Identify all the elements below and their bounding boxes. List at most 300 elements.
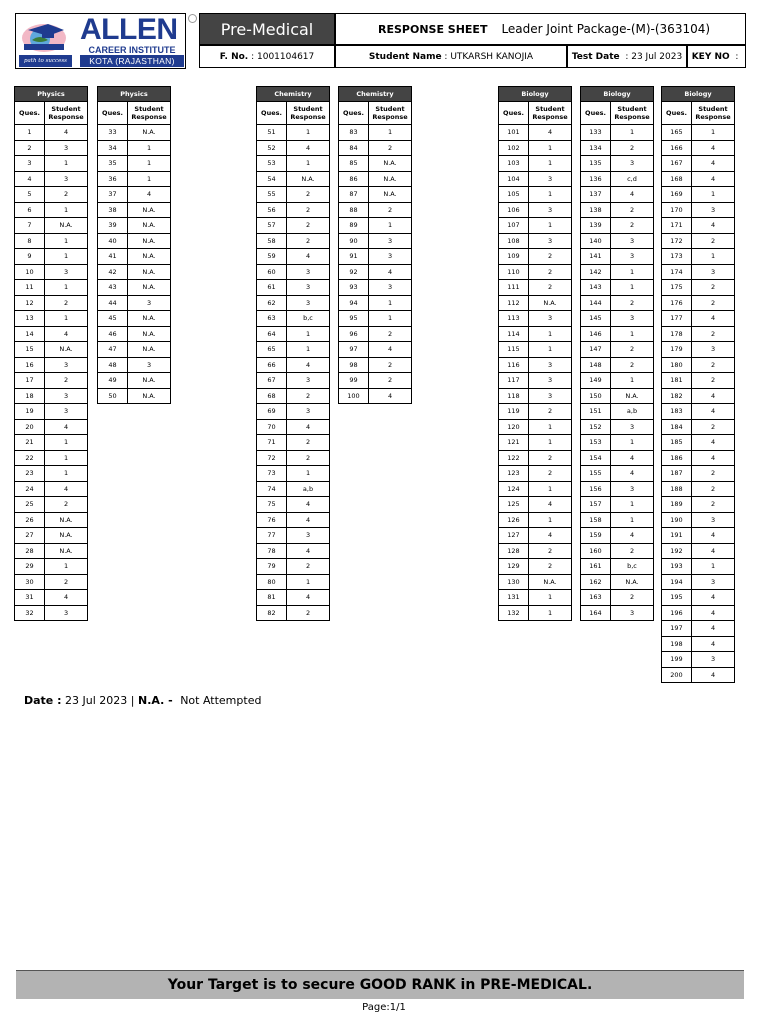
table-row bbox=[499, 326, 572, 342]
question-number: 46 bbox=[98, 326, 128, 342]
question-number: 7 bbox=[15, 218, 45, 234]
student-response: 1 bbox=[529, 435, 572, 451]
table-row bbox=[15, 466, 88, 482]
question-number: 126 bbox=[499, 512, 529, 528]
student-response: N.A. bbox=[287, 171, 330, 187]
response-table-biology-133 bbox=[580, 86, 654, 621]
question-number: 187 bbox=[662, 466, 692, 482]
subject-header: Chemistry bbox=[339, 87, 412, 102]
table-row bbox=[98, 388, 171, 404]
question-number: 137 bbox=[581, 187, 611, 203]
table-row bbox=[339, 249, 412, 265]
legend bbox=[24, 694, 261, 707]
student-response: 4 bbox=[45, 481, 88, 497]
table-row bbox=[662, 187, 735, 203]
table-row bbox=[257, 311, 330, 327]
question-number: 144 bbox=[581, 295, 611, 311]
question-number: 183 bbox=[662, 404, 692, 420]
table-row bbox=[662, 528, 735, 544]
question-number: 48 bbox=[98, 357, 128, 373]
student-response: 2 bbox=[692, 466, 735, 482]
response-column-header: Student Response bbox=[287, 102, 330, 125]
student-response: N.A. bbox=[45, 512, 88, 528]
question-number: 24 bbox=[15, 481, 45, 497]
student-response: 2 bbox=[45, 373, 88, 389]
table-row bbox=[499, 202, 572, 218]
table-row bbox=[662, 280, 735, 296]
ques-column-header: Ques. bbox=[98, 102, 128, 125]
table-row bbox=[339, 156, 412, 172]
question-number: 130 bbox=[499, 574, 529, 590]
table-row bbox=[662, 264, 735, 280]
allen-logo bbox=[15, 13, 186, 69]
question-number: 146 bbox=[581, 326, 611, 342]
question-number: 174 bbox=[662, 264, 692, 280]
student-response: 4 bbox=[287, 543, 330, 559]
question-number: 115 bbox=[499, 342, 529, 358]
table-row bbox=[662, 419, 735, 435]
student-response: 4 bbox=[369, 342, 412, 358]
table-row bbox=[15, 357, 88, 373]
table-row bbox=[15, 435, 88, 451]
question-number: 118 bbox=[499, 388, 529, 404]
table-row bbox=[581, 373, 654, 389]
question-number: 66 bbox=[257, 357, 287, 373]
student-response: 4 bbox=[611, 450, 654, 466]
question-number: 63 bbox=[257, 311, 287, 327]
student-response: 1 bbox=[529, 419, 572, 435]
student-response: 2 bbox=[611, 590, 654, 606]
table-row bbox=[339, 171, 412, 187]
table-row bbox=[339, 295, 412, 311]
student-response: 3 bbox=[369, 280, 412, 296]
table-row bbox=[257, 156, 330, 172]
table-row bbox=[581, 326, 654, 342]
student-response: 1 bbox=[369, 125, 412, 141]
table-row bbox=[257, 559, 330, 575]
student-response: 3 bbox=[529, 373, 572, 389]
table-row bbox=[257, 326, 330, 342]
question-number: 27 bbox=[15, 528, 45, 544]
student-response: 2 bbox=[287, 450, 330, 466]
table-row bbox=[339, 202, 412, 218]
table-row bbox=[15, 280, 88, 296]
table-row bbox=[662, 295, 735, 311]
question-number: 113 bbox=[499, 311, 529, 327]
student-response: 2 bbox=[287, 559, 330, 575]
table-row bbox=[339, 264, 412, 280]
table-row bbox=[499, 512, 572, 528]
question-number: 106 bbox=[499, 202, 529, 218]
table-row bbox=[662, 621, 735, 637]
question-number: 73 bbox=[257, 466, 287, 482]
target-banner: Your Target is to secure GOOD RANK in PRE-MEDICAL. bbox=[16, 970, 744, 999]
response-column-header: Student Response bbox=[529, 102, 572, 125]
question-number: 103 bbox=[499, 156, 529, 172]
student-response: 4 bbox=[287, 419, 330, 435]
table-row bbox=[581, 295, 654, 311]
question-number: 134 bbox=[581, 140, 611, 156]
student-response: 2 bbox=[529, 249, 572, 265]
student-response: N.A. bbox=[45, 543, 88, 559]
student-response: 1 bbox=[45, 559, 88, 575]
package-name: Leader Joint Package-(M)-(363104) bbox=[501, 22, 711, 36]
table-row bbox=[662, 156, 735, 172]
graduation-cap-emblem-icon bbox=[20, 18, 68, 54]
table-row bbox=[499, 280, 572, 296]
question-number: 17 bbox=[15, 373, 45, 389]
table-row bbox=[581, 605, 654, 621]
question-number: 56 bbox=[257, 202, 287, 218]
question-number: 80 bbox=[257, 574, 287, 590]
student-response: 2 bbox=[611, 140, 654, 156]
question-number: 49 bbox=[98, 373, 128, 389]
student-response: N.A. bbox=[128, 233, 171, 249]
question-number: 199 bbox=[662, 652, 692, 668]
table-row bbox=[15, 481, 88, 497]
table-row bbox=[15, 140, 88, 156]
question-number: 25 bbox=[15, 497, 45, 513]
student-response: N.A. bbox=[128, 264, 171, 280]
ques-column-header: Ques. bbox=[15, 102, 45, 125]
table-row bbox=[15, 125, 88, 141]
student-response: 4 bbox=[692, 636, 735, 652]
student-response: 1 bbox=[45, 249, 88, 265]
question-number: 153 bbox=[581, 435, 611, 451]
question-number: 114 bbox=[499, 326, 529, 342]
student-response: 2 bbox=[287, 233, 330, 249]
student-response: 1 bbox=[369, 311, 412, 327]
question-number: 182 bbox=[662, 388, 692, 404]
table-row bbox=[257, 171, 330, 187]
table-row bbox=[662, 512, 735, 528]
student-response: 3 bbox=[611, 311, 654, 327]
table-row bbox=[499, 481, 572, 497]
student-response: 1 bbox=[45, 233, 88, 249]
table-row bbox=[257, 295, 330, 311]
question-number: 62 bbox=[257, 295, 287, 311]
student-response: N.A. bbox=[45, 528, 88, 544]
ques-column-header: Ques. bbox=[581, 102, 611, 125]
table-row bbox=[581, 125, 654, 141]
table-row bbox=[98, 326, 171, 342]
student-response: 2 bbox=[287, 388, 330, 404]
question-number: 132 bbox=[499, 605, 529, 621]
student-response: 2 bbox=[45, 497, 88, 513]
student-response: 4 bbox=[529, 497, 572, 513]
table-row bbox=[98, 233, 171, 249]
test-date: 23 Jul 2023 bbox=[631, 51, 683, 62]
student-response: 4 bbox=[529, 125, 572, 141]
student-response: 1 bbox=[611, 497, 654, 513]
student-response: 2 bbox=[692, 280, 735, 296]
question-number: 99 bbox=[339, 373, 369, 389]
table-row bbox=[581, 264, 654, 280]
question-number: 94 bbox=[339, 295, 369, 311]
student-response: 4 bbox=[287, 512, 330, 528]
table-row bbox=[662, 559, 735, 575]
table-row bbox=[662, 590, 735, 606]
student-response: 1 bbox=[369, 218, 412, 234]
student-response: 2 bbox=[45, 295, 88, 311]
table-row bbox=[662, 249, 735, 265]
question-number: 29 bbox=[15, 559, 45, 575]
student-response: 3 bbox=[529, 357, 572, 373]
question-number: 35 bbox=[98, 156, 128, 172]
response-table-physics-1 bbox=[14, 86, 88, 621]
table-row bbox=[98, 125, 171, 141]
student-response: 2 bbox=[529, 559, 572, 575]
student-response: 2 bbox=[369, 357, 412, 373]
question-number: 4 bbox=[15, 171, 45, 187]
table-row bbox=[257, 528, 330, 544]
table-row bbox=[339, 140, 412, 156]
student-response: 4 bbox=[369, 264, 412, 280]
student-response: 3 bbox=[611, 481, 654, 497]
table-row bbox=[499, 373, 572, 389]
table-row bbox=[581, 574, 654, 590]
question-number: 14 bbox=[15, 326, 45, 342]
test-date-label: Test Date bbox=[571, 51, 620, 62]
student-response: 2 bbox=[611, 543, 654, 559]
table-row bbox=[15, 373, 88, 389]
question-number: 131 bbox=[499, 590, 529, 606]
question-number: 158 bbox=[581, 512, 611, 528]
student-response: N.A. bbox=[529, 574, 572, 590]
question-number: 200 bbox=[662, 667, 692, 683]
student-response: N.A. bbox=[369, 156, 412, 172]
student-response: 1 bbox=[611, 125, 654, 141]
table-row bbox=[339, 125, 412, 141]
table-row bbox=[15, 187, 88, 203]
question-number: 19 bbox=[15, 404, 45, 420]
question-number: 87 bbox=[339, 187, 369, 203]
table-row bbox=[499, 187, 572, 203]
student-response: 3 bbox=[692, 574, 735, 590]
question-number: 95 bbox=[339, 311, 369, 327]
question-number: 159 bbox=[581, 528, 611, 544]
student-response: 1 bbox=[45, 280, 88, 296]
table-row bbox=[581, 388, 654, 404]
question-number: 47 bbox=[98, 342, 128, 358]
legend-na-text: Not Attempted bbox=[180, 694, 262, 707]
table-row bbox=[499, 528, 572, 544]
question-number: 184 bbox=[662, 419, 692, 435]
subject-header: Chemistry bbox=[257, 87, 330, 102]
legend-na-label: N.A. - bbox=[138, 694, 173, 707]
question-number: 83 bbox=[339, 125, 369, 141]
table-row bbox=[662, 311, 735, 327]
table-row bbox=[581, 450, 654, 466]
table-row bbox=[339, 388, 412, 404]
question-number: 79 bbox=[257, 559, 287, 575]
student-response: 1 bbox=[611, 264, 654, 280]
student-response: 4 bbox=[611, 528, 654, 544]
form-number-label: F. No. bbox=[219, 51, 249, 62]
student-response: 3 bbox=[529, 171, 572, 187]
question-number: 76 bbox=[257, 512, 287, 528]
question-number: 108 bbox=[499, 233, 529, 249]
table-row bbox=[662, 388, 735, 404]
student-response: 4 bbox=[692, 388, 735, 404]
student-response: 4 bbox=[287, 497, 330, 513]
legend-date-label: Date : bbox=[24, 694, 62, 707]
table-row bbox=[499, 419, 572, 435]
student-response: 1 bbox=[45, 311, 88, 327]
table-row bbox=[257, 187, 330, 203]
student-response: 1 bbox=[128, 156, 171, 172]
table-row bbox=[581, 311, 654, 327]
question-number: 86 bbox=[339, 171, 369, 187]
student-response: c,d bbox=[611, 171, 654, 187]
table-row bbox=[581, 481, 654, 497]
table-row bbox=[499, 342, 572, 358]
table-row bbox=[662, 636, 735, 652]
table-row bbox=[257, 140, 330, 156]
student-response: 3 bbox=[369, 233, 412, 249]
question-number: 45 bbox=[98, 311, 128, 327]
table-row bbox=[15, 404, 88, 420]
question-number: 96 bbox=[339, 326, 369, 342]
student-response: 2 bbox=[287, 218, 330, 234]
ques-column-header: Ques. bbox=[339, 102, 369, 125]
sheet-title: RESPONSE SHEET bbox=[378, 22, 488, 36]
table-row bbox=[257, 357, 330, 373]
student-response: N.A. bbox=[529, 295, 572, 311]
table-row bbox=[662, 481, 735, 497]
student-response: 1 bbox=[287, 342, 330, 358]
table-row bbox=[499, 311, 572, 327]
question-number: 151 bbox=[581, 404, 611, 420]
table-row bbox=[581, 512, 654, 528]
student-response: 3 bbox=[287, 373, 330, 389]
student-response: 1 bbox=[692, 187, 735, 203]
table-row bbox=[662, 497, 735, 513]
table-row bbox=[98, 218, 171, 234]
question-number: 6 bbox=[15, 202, 45, 218]
student-response: 3 bbox=[45, 605, 88, 621]
student-response: 3 bbox=[611, 419, 654, 435]
question-number: 160 bbox=[581, 543, 611, 559]
subject-header: Biology bbox=[662, 87, 735, 102]
table-row bbox=[581, 404, 654, 420]
ques-column-header: Ques. bbox=[662, 102, 692, 125]
table-row bbox=[15, 528, 88, 544]
table-row bbox=[98, 311, 171, 327]
student-response: 1 bbox=[45, 156, 88, 172]
student-response: 1 bbox=[529, 156, 572, 172]
question-number: 164 bbox=[581, 605, 611, 621]
table-row bbox=[662, 574, 735, 590]
question-number: 157 bbox=[581, 497, 611, 513]
table-row bbox=[499, 125, 572, 141]
student-response: 1 bbox=[611, 373, 654, 389]
student-response: 1 bbox=[369, 295, 412, 311]
question-number: 51 bbox=[257, 125, 287, 141]
question-number: 193 bbox=[662, 559, 692, 575]
student-response: 4 bbox=[287, 249, 330, 265]
question-number: 191 bbox=[662, 528, 692, 544]
student-response: 2 bbox=[692, 419, 735, 435]
student-response: 2 bbox=[611, 295, 654, 311]
question-number: 136 bbox=[581, 171, 611, 187]
student-response: a,b bbox=[287, 481, 330, 497]
response-table-chemistry-83 bbox=[338, 86, 412, 404]
student-response: N.A. bbox=[128, 373, 171, 389]
table-row bbox=[257, 481, 330, 497]
table-row bbox=[662, 171, 735, 187]
table-row bbox=[581, 543, 654, 559]
student-response: 3 bbox=[692, 264, 735, 280]
student-response: 2 bbox=[287, 435, 330, 451]
student-response: 4 bbox=[692, 171, 735, 187]
student-response: 3 bbox=[287, 280, 330, 296]
student-response: 3 bbox=[287, 264, 330, 280]
student-response: 4 bbox=[692, 450, 735, 466]
student-response: 1 bbox=[45, 466, 88, 482]
table-row bbox=[499, 497, 572, 513]
table-row bbox=[339, 218, 412, 234]
student-response: 1 bbox=[611, 280, 654, 296]
table-row bbox=[662, 404, 735, 420]
student-response: 1 bbox=[692, 125, 735, 141]
question-number: 172 bbox=[662, 233, 692, 249]
response-table-chemistry-51 bbox=[256, 86, 330, 621]
question-number: 71 bbox=[257, 435, 287, 451]
question-number: 21 bbox=[15, 435, 45, 451]
question-number: 142 bbox=[581, 264, 611, 280]
question-number: 22 bbox=[15, 450, 45, 466]
question-number: 3 bbox=[15, 156, 45, 172]
table-row bbox=[257, 466, 330, 482]
table-row bbox=[98, 202, 171, 218]
table-row bbox=[581, 140, 654, 156]
table-row bbox=[662, 326, 735, 342]
table-row bbox=[15, 171, 88, 187]
student-response: 1 bbox=[692, 559, 735, 575]
question-number: 169 bbox=[662, 187, 692, 203]
table-row bbox=[499, 264, 572, 280]
table-row bbox=[257, 388, 330, 404]
table-row bbox=[15, 311, 88, 327]
table-row bbox=[499, 450, 572, 466]
student-response: 4 bbox=[611, 187, 654, 203]
student-response: 1 bbox=[45, 435, 88, 451]
student-response: 1 bbox=[128, 171, 171, 187]
student-response: 3 bbox=[692, 342, 735, 358]
question-number: 44 bbox=[98, 295, 128, 311]
table-row bbox=[662, 605, 735, 621]
question-number: 190 bbox=[662, 512, 692, 528]
question-number: 69 bbox=[257, 404, 287, 420]
question-number: 197 bbox=[662, 621, 692, 637]
question-number: 23 bbox=[15, 466, 45, 482]
student-response: 4 bbox=[529, 528, 572, 544]
table-row bbox=[15, 543, 88, 559]
question-number: 43 bbox=[98, 280, 128, 296]
student-response: 2 bbox=[611, 357, 654, 373]
question-number: 173 bbox=[662, 249, 692, 265]
question-number: 33 bbox=[98, 125, 128, 141]
student-response: 3 bbox=[529, 388, 572, 404]
student-response: 1 bbox=[529, 512, 572, 528]
question-number: 192 bbox=[662, 543, 692, 559]
student-response: 1 bbox=[529, 218, 572, 234]
question-number: 154 bbox=[581, 450, 611, 466]
student-response: 3 bbox=[611, 249, 654, 265]
question-number: 67 bbox=[257, 373, 287, 389]
table-row bbox=[662, 543, 735, 559]
